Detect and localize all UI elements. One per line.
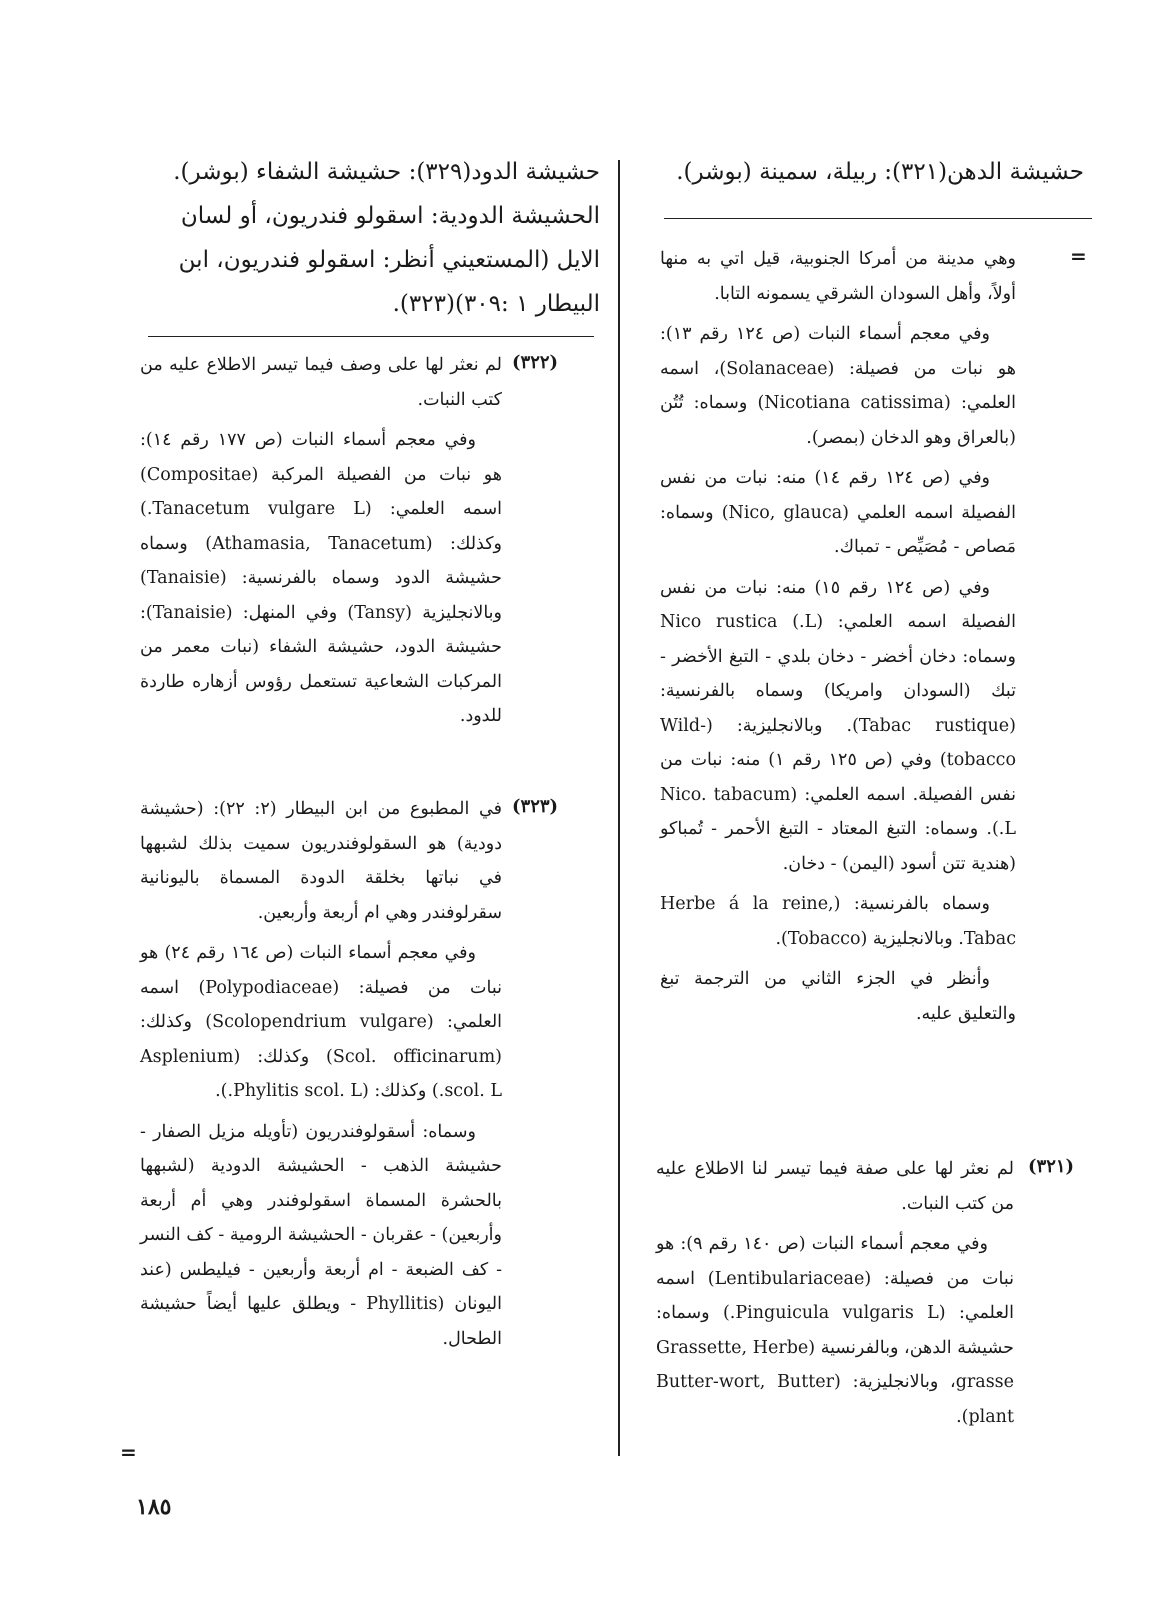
footnote-321 [656,1152,1014,1440]
entry-heading-hashishat-al-duhn: حشيشة الدهن(٣٢١): ربيلة، سمينة (بوشر). [676,159,1084,185]
note-paragraph: وفي معجم أسماء النبات (ص ١٤٠ رقم ٩): هو نبات من فصيلة: (Lentibulariaceae) اسمه العلمي: (Pinguicula vulgaris L.) وسماه: حشيشة الدهن، وبالفرنسية (Grassette, Herbe grasse، وبالانجليزية: (Butter-wort, Butter plant). [656,1234,1015,1427]
note-paragraph: لم نعثر لها على صفة فيما تيسر لنا الاطلاع عليه من كتب النبات. [656,1159,1014,1214]
footnote-323 [140,792,502,1362]
right-heading-rule [664,218,1092,219]
right-heading-block [672,150,1084,194]
note-paragraph: وفي معجم أسماء النبات (ص ١٢٤ رقم ١٣): هو نبات من فصيلة: (Solanaceae)، اسمه العلمي: (Nicotiana catissima) وسماه: تُتُن (بالعراق وهو الدخان (بمصر). [660,324,1016,448]
footnote-number-322: (٣٢٢) [512,352,559,373]
column-divider [618,160,620,1456]
continuation-mark-bottom: = [120,1440,137,1464]
note-paragraph: وسماه: أسقولوفندريون (تأويله مزيل الصفار - حشيشة الذهب - الحشيشة الدودية (لشبهها بالحشرة المسماة اسقولوفندر وهي أم أربعة وأربعين) - عقربان - الحشيشة الرومية - كف النسر - كف الضبعة - ام أربعة وأربعين - فيليطس (عند اليونان (Phyllitis - ويطلق عليها أيضاً حشيشة الطحال. [140,1121,502,1349]
note-paragraph: وهي مدينة من أمركا الجنوبية، قيل اتي به منها أولاً، وأهل السودان الشرقي يسمونه التابا. [660,249,1016,304]
footnote-number-323: (٣٢٣) [512,796,559,817]
note-paragraph: وأنظر في الجزء الثاني من الترجمة تبغ والتعليق عليه. [660,969,1016,1024]
note-paragraph: وسماه بالفرنسية: (Herbe á la reine, Tabac. وبالانجليزية (Tobacco). [660,894,1016,949]
note-paragraph: لم نعثر لها على وصف فيما تيسر الاطلاع عليه من كتب النبات. [140,355,502,410]
right-continued-note [660,242,1016,1037]
footnote-number-321: (٣٢١) [1028,1156,1075,1177]
note-paragraph: وفي (ص ١٢٤ رقم ١٥) منه: نبات من نفس الفصيلة اسمه العلمي: (Nico rustica (.L وسماه: دخان أخضر - دخان بلدي - التبغ الأخضر - تبك (السودان وامريكا) وسماه بالفرنسية: (Tabac rustique). وبالانجليزية: (Wild-tobacco) وفي (ص ١٢٥ رقم ١) منه: نبات من نفس الفصيلة. اسمه العلمي: (Nico. tabacum (.L. وسماه: التبغ المعتاد - التبغ الأحمر - تُمباكو (هندية تتن أسود (اليمن) - دخان. [660,577,1017,874]
note-paragraph: وفي (ص ١٢٤ رقم ١٤) منه: نبات من نفس الفصيلة اسمه العلمي (Nico, glauca) وسماه: مَصاص - مُصَيِّص - تمباك. [660,468,1016,557]
continuation-mark-top: = [1070,244,1087,268]
left-heading-block [148,150,600,326]
note-paragraph: وفي معجم أسماء النبات (ص ١٦٤ رقم ٢٤) هو نبات من فصيلة: (Polypodiaceae) اسمه العلمي: (Scolopendrium vulgare) وكذلك: (Scol. officinarum) وكذلك: (Asplenium scol. L.) وكذلك: (Phylitis scol. L.). [140,943,503,1101]
left-heading-rule [148,336,594,337]
entry-heading-hashishat-al-dud: حشيشة الدود(٣٢٩): حشيشة الشفاء (بوشر). الحشيشة الدودية: اسقولو فندريون، أو لسان الايل (المستعيني أنظر: اسقولو فندريون، ابن البيطار ١ :٣٠٩)(٣٢٣). [173,159,600,317]
footnote-322 [140,348,502,740]
note-paragraph: وفي معجم أسماء النبات (ص ١٧٧ رقم ١٤): هو نبات من الفصيلة المركبة (Compositae) اسمه العلمي: (Tanacetum vulgare L.) وكذلك: (Athamasia, Tanacetum) وسماه حشيشة الدود وسماه بالفرنسية: (Tanaisie) وبالانجليزية (Tansy) وفي المنهل: (Tanaisie): حشيشة الدود، حشيشة الشفاء (نبات معمر من المركبات الشعاعية تستعمل رؤوس أزهاره طاردة للدود. [140,430,502,726]
page-number: ١٨٥ [136,1494,172,1520]
note-paragraph: في المطبوع من ابن البيطار (٢: ٢٢): (حشيشة دودية) هو السقولوفندريون سميت بذلك لشبهها في نباتها بخلقة الدودة المسماة باليونانية سقرلوفندر وهي ام أربعة وأربعين. [140,799,502,923]
